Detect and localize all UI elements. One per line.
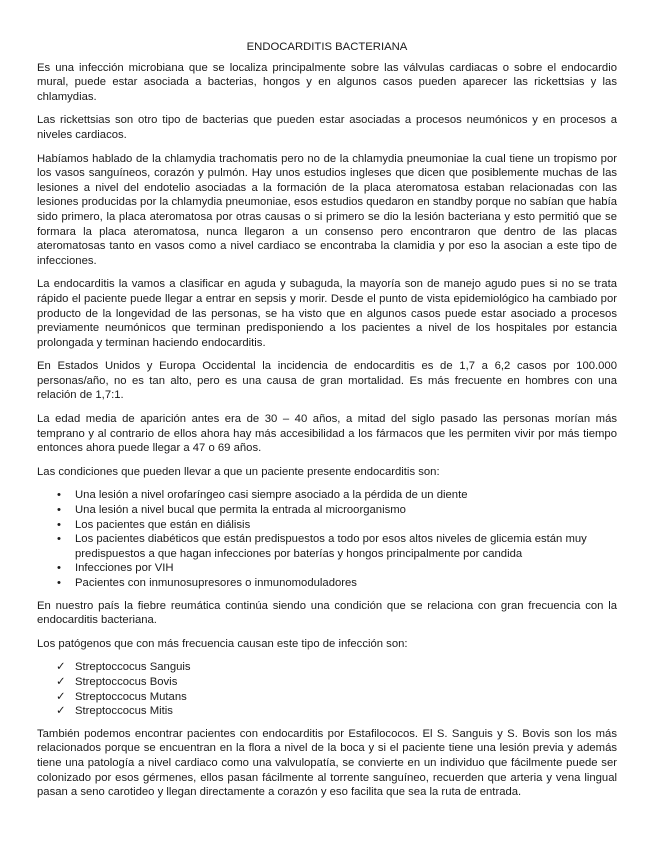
list-item: • Infecciones por VIH: [57, 562, 174, 575]
bullet-icon: •: [57, 518, 61, 531]
checkmark-icon: ✓: [56, 705, 66, 718]
document-page: [37, 40, 617, 809]
bullet-icon: •: [57, 577, 61, 589]
bullet-icon: •: [57, 562, 61, 575]
list-item: ✓ Streptoccocus Sanguis: [56, 661, 191, 674]
list-item: • Los pacientes que están en diálisis: [57, 518, 251, 531]
checkmark-icon: ✓: [56, 661, 66, 674]
paragraph-pathogens-intro: Los patógenos que con más frecuencia causan este tipo de infección son:: [37, 637, 408, 650]
bullet-icon: •: [57, 533, 61, 546]
paragraph-age: La edad media de aparición antes era de 30 – 40 años, a mitad del siglo pasado las personas morían más temprano y al contrario de ellos ahora hay más accesibilidad a los fármacos que les permiten vivir por más tiempo entonces ahora puede llegar a 47 o 69 años.: [37, 413, 617, 455]
paragraph-staphylococcus: También podemos encontrar pacientes con endocarditis por Estafilococos. El S. Sanguis y S. Bovis son los más relacionados porque se encuentran en la flora a nivel de la boca y si el paciente tiene una lesión previa y además tiene una patología a nivel cardiaco como una valvulopatía, se convierte en un individuo que fácilmente puede ser colonizado por esos gérmenes, ellos pasan fácilmente al torrente sanguíneo, recuerden que arteria y vena lingual pasan a seno carotideo y llegan directamente a corazón y eso facilita que sea la ruta de entrada.: [37, 727, 617, 799]
paragraph-chlamydia: Habíamos hablado de la chlamydia trachomatis pero no de la chlamydia pneumoniae la cual tiene un tropismo por los vasos sanguíneos, corazón y pulmón. Hay unos estudios ingleses que dicen que posiblemente muchas de las lesiones a nivel del endotelio asociadas a la formación de la placa ateromatosa estaban relacionadas con las lesiones producidas por la chlamydia pneumoniae, esos estudios quedaron en standby porque no sabían que había sido primero, la placa ateromatosa por otras causas o si primero se dio la lesión bacteriana y esto permitió que se formara la placa ateromatosa, nunca llegaron a un consenso pero encontraron que dentro de las placas ateromatosas tanto en vasos como a nivel cardiaco se encontraba la clamidia y por eso la asocian a este tipo de infecciones.: [37, 152, 617, 267]
paragraph-rickettsias: Las rickettsias son otro tipo de bacterias que pueden estar asociadas a procesos neumónicos y en procesos a niveles cardiacos.: [37, 114, 617, 141]
list-item: ✓ Streptoccocus Bovis: [56, 675, 178, 688]
list-item: • Los pacientes diabéticos que están predispuestos a todo por esos altos niveles de glicemia están muy predispuestos a que hagan infecciones por baterías y hongos principalmente por candida: [57, 533, 587, 560]
paragraph-definition: Es una infección microbiana que se localiza principalmente sobre las válvulas cardiacas o sobre el endocardio mural, puede estar asociada a bacterias, hongos y en algunos casos pueden aparecer las rickettsias y las chlamydias.: [37, 61, 617, 103]
document-title: ENDOCARDITIS BACTERIANA: [246, 41, 408, 53]
paragraph-rheumatic-fever: En nuestro país la fiebre reumática continúa siendo una condición que se relaciona con gran frecuencia con la endocarditis bacteriana.: [37, 599, 617, 627]
paragraph-classification: La endocarditis la vamos a clasificar en aguda y subaguda, la mayoría son de manejo agudo pues si no se trata rápido el paciente puede llegar a entrar en sepsis y morir. Desde el punto de vista epidemiológico ha cambiado por producto de la longevidad de las personas, se ha visto que en algunos casos puede estar asociado a procesos previamente neumónicos que terminan predisponiendo a los pacientes a nivel de los hospitales por estancia prolongada y terminan haciendo endocarditis.: [37, 278, 617, 349]
list-item: • Una lesión a nivel bucal que permita la entrada al microorganismo: [57, 504, 406, 517]
paragraph-incidence: En Estados Unidos y Europa Occidental la incidencia de endocarditis es de 1,7 a 6,2 casos por 100.000 personas/año, no es tan alto, pero es una causa de gran mortalidad. Es más frecuente en hombres con una relación de 1,7:1.: [37, 360, 617, 402]
checkmark-icon: ✓: [56, 690, 66, 703]
conditions-list: [37, 488, 617, 590]
bullet-icon: •: [57, 489, 61, 502]
list-item: • Pacientes con inmunosupresores o inmunomoduladores: [57, 577, 357, 589]
list-item: ✓ Streptoccocus Mutans: [56, 690, 187, 703]
checkmark-icon: ✓: [56, 675, 66, 688]
list-item: ✓ Streptoccocus Mitis: [56, 705, 173, 718]
bullet-icon: •: [57, 504, 61, 517]
list-item: • Una lesión a nivel orofaríngeo casi siempre asociado a la pérdida de un diente: [57, 489, 468, 502]
paragraph-conditions-intro: Las condiciones que pueden llevar a que un paciente presente endocarditis son:: [37, 465, 440, 478]
pathogens-list: [37, 660, 617, 718]
